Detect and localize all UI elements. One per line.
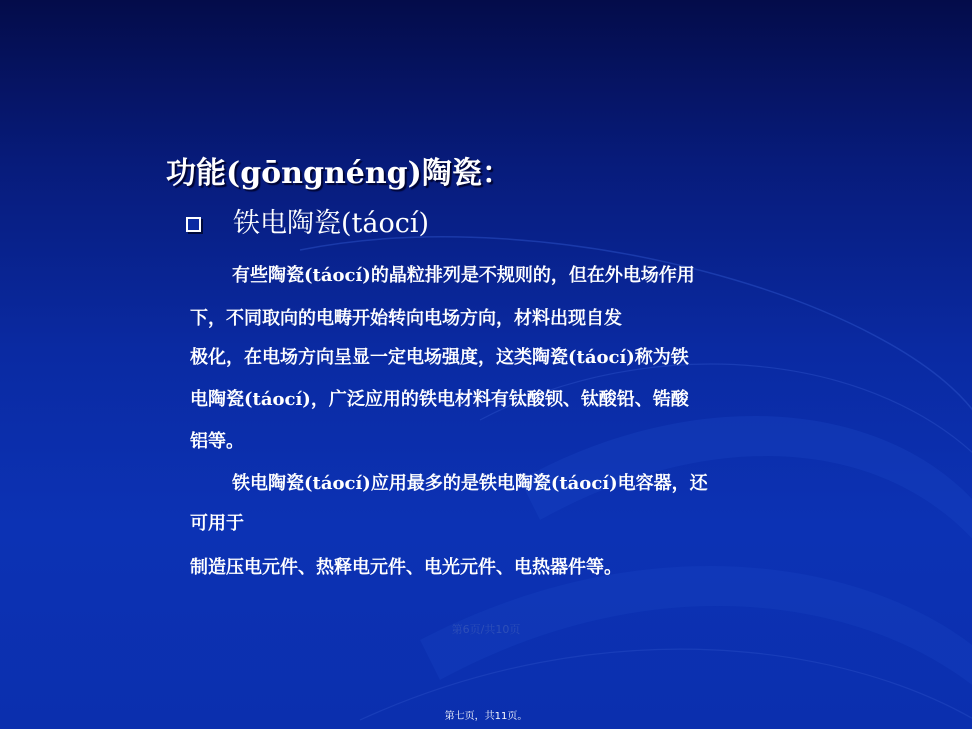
body-line: 铝等。: [190, 431, 244, 452]
body-line: 有些陶瓷(táocí)的晶粒排列是不规则的，但在外电场作用: [232, 265, 695, 286]
hollow-square-bullet-icon: [186, 217, 201, 232]
body-line: 铁电陶瓷(táocí)应用最多的是铁电陶瓷(táocí)电容器，还: [232, 473, 708, 494]
body-line: 下，不同取向的电畴开始转向电场方向，材料出现自发: [190, 308, 622, 329]
body-line: 极化，在电场方向呈显一定电场强度，这类陶瓷(táocí)称为铁: [190, 347, 689, 368]
body-line: 可用于: [190, 513, 244, 534]
page-number: 第6页/共10页: [451, 623, 521, 636]
slide-title: 功能(gōngnéng)陶瓷：: [166, 156, 512, 191]
body-line: 电陶瓷(táocí)，广泛应用的铁电材料有钛酸钡、钛酸铅、锆酸: [190, 389, 689, 410]
bullet-heading-text: 铁电陶瓷(táocí): [233, 208, 430, 239]
bullet-heading: [186, 204, 429, 244]
footer-page-indicator: 第七页，共11页。: [444, 711, 528, 722]
body-line: 制造压电元件、热释电元件、电光元件、电热器件等。: [190, 557, 622, 578]
